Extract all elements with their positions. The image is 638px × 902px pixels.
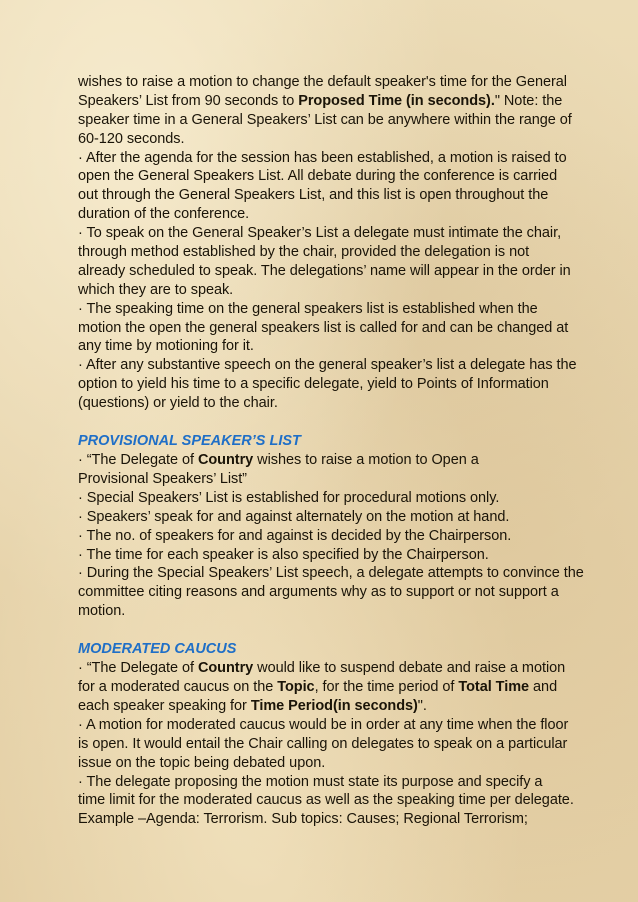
text-run: Speakers’ List from 90 seconds to	[78, 92, 299, 109]
text-line	[78, 602, 563, 621]
bullet-line	[78, 451, 563, 470]
text-run: Example –Agenda: Terrorism. Sub topics: Causes; Regional Terrorism;	[78, 811, 528, 828]
section-heading: MODERATED CAUCUS	[78, 641, 237, 658]
bullet-line	[78, 508, 563, 527]
text-run: · During the Special Speakers’ List speech, a delegate attempts to convince the	[78, 565, 584, 582]
text-line	[78, 92, 563, 111]
text-line	[78, 186, 563, 205]
bold-term: Country	[197, 452, 254, 469]
text-run: , for the time period of	[314, 679, 459, 696]
text-run: wishes to raise a motion to change the default speaker's time for the General	[78, 74, 567, 90]
text-run: " Note: the	[494, 92, 563, 109]
text-line	[78, 205, 563, 224]
text-run: issue on the topic being debated upon.	[78, 754, 326, 771]
text-run: · The no. of speakers for and against is decided by the Chairperson.	[78, 527, 512, 544]
bullet-line	[78, 527, 563, 546]
text-line	[78, 735, 568, 754]
text-run: and	[529, 679, 558, 696]
text-run: motion the open the general speakers list is called for and can be changed at	[78, 319, 569, 336]
bullet-line	[78, 546, 563, 565]
text-run: Provisional Speakers’ List”	[78, 471, 247, 487]
general-speakers-list-section	[78, 73, 577, 413]
moderated-caucus-section	[78, 640, 574, 829]
text-run: · Speakers’ speak for and against alternately on the motion at hand.	[78, 508, 510, 525]
bullet-line	[78, 149, 567, 168]
text-line	[78, 470, 563, 489]
text-run: out through the General Speakers List, and this list is open throughout the	[78, 187, 549, 204]
text-line	[78, 697, 563, 716]
text-run: is open. It would entail the Chair calling on delegates to speak on a particular	[78, 735, 568, 752]
text-line	[78, 810, 563, 829]
text-run: · The delegate proposing the motion must state its purpose and specify a	[78, 773, 543, 790]
text-run: · “The Delegate of	[78, 452, 198, 469]
text-run: (questions) or yield to the chair.	[78, 395, 278, 412]
bold-term: Country	[197, 660, 254, 677]
text-line	[78, 73, 567, 92]
bold-term: Time Period(in seconds)	[250, 697, 418, 714]
text-run: 60-120 seconds.	[78, 130, 185, 147]
text-run: · After any substantive speech on the general speaker’s list a delegate has the	[78, 357, 577, 374]
text-line	[78, 111, 572, 130]
text-run: time limit for the moderated caucus as well as the speaking time per delegate.	[78, 792, 574, 809]
text-run: · Special Speakers’ List is established for procedural motions only.	[78, 489, 500, 506]
text-line	[78, 262, 571, 281]
bullet-line	[78, 489, 563, 508]
text-line	[78, 130, 563, 149]
bold-term: Total Time	[458, 679, 530, 696]
bullet-line	[78, 659, 566, 678]
bullet-line	[78, 356, 577, 375]
text-run: each speaker speaking for	[78, 697, 251, 714]
text-run: which they are to speak.	[78, 281, 234, 298]
text-run: open the General Speakers List. All debate during the conference is carried	[78, 168, 558, 185]
text-run: through method established by the chair, provided the delegation is not	[78, 244, 530, 261]
text-line	[78, 678, 563, 697]
bullet-line	[78, 564, 584, 583]
text-line	[78, 375, 563, 394]
text-line	[78, 167, 563, 186]
text-line	[78, 281, 563, 300]
text-run: ".	[417, 697, 427, 714]
text-run: · A motion for moderated caucus would be in order at any time when the floor	[78, 716, 569, 733]
bullet-line	[78, 716, 569, 735]
text-run: would like to suspend debate and raise a motion	[253, 660, 566, 677]
paragraph-gap	[78, 413, 563, 432]
text-line	[78, 583, 563, 602]
section-heading: PROVISIONAL SPEAKER’S LIST	[78, 433, 301, 450]
text-run: · To speak on the General Speaker’s List a delegate must intimate the chair,	[78, 225, 562, 242]
text-run: already scheduled to speak. The delegations’ name will appear in the order in	[78, 262, 571, 279]
text-run: any time by motioning for it.	[78, 338, 254, 355]
text-line	[78, 754, 563, 773]
text-run: speaker time in a General Speakers’ List can be anywhere within the range of	[78, 111, 572, 128]
text-line	[78, 791, 574, 810]
text-run: option to yield his time to a specific delegate, yield to Points of Information	[78, 376, 549, 393]
text-run: · The time for each speaker is also specified by the Chairperson.	[78, 546, 489, 563]
bold-term: Proposed Time (in seconds).	[298, 92, 495, 109]
text-run: · The speaking time on the general speakers list is established when the	[78, 300, 538, 317]
text-line	[78, 319, 569, 338]
text-line	[78, 394, 563, 413]
text-run: for a moderated caucus on the	[78, 679, 278, 696]
text-run: wishes to raise a motion to Open a	[253, 452, 479, 469]
text-line	[78, 337, 563, 356]
bullet-line	[78, 773, 563, 792]
text-run: · “The Delegate of	[78, 660, 198, 677]
bullet-line	[78, 224, 563, 243]
text-run: · After the agenda for the session has been established, a motion is raised to	[78, 149, 567, 166]
text-run: motion.	[78, 603, 126, 620]
paragraph-gap	[78, 621, 563, 640]
bold-term: Topic	[277, 679, 315, 696]
text-run: committee citing reasons and arguments why as to support or not support a	[78, 584, 559, 601]
text-run: duration of the conference.	[78, 206, 250, 223]
document-page	[78, 73, 584, 829]
provisional-speakers-list-section	[78, 432, 584, 621]
text-line	[78, 243, 563, 262]
bullet-line	[78, 300, 563, 319]
